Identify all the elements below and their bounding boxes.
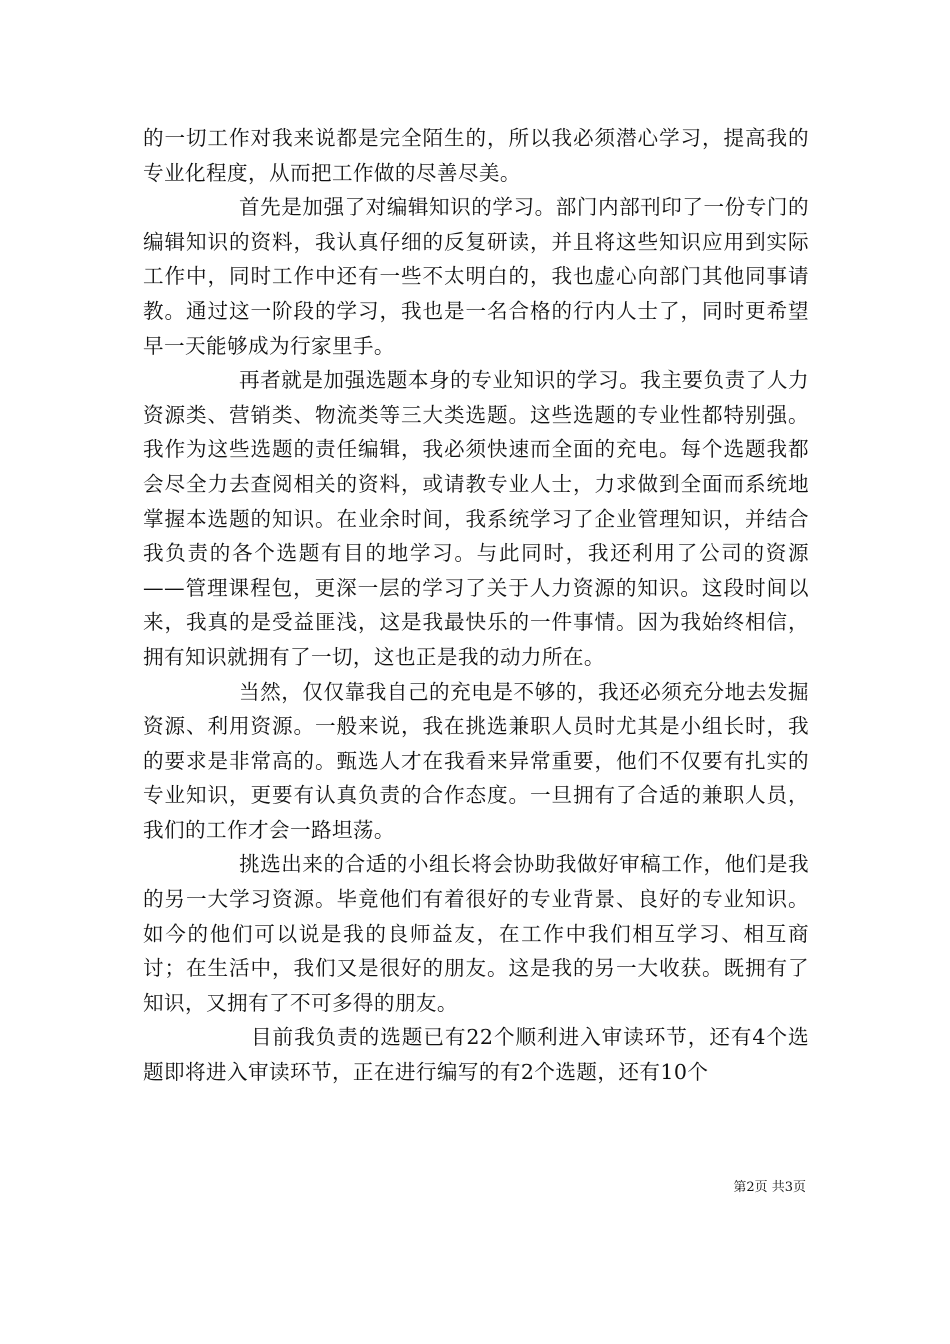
document-body: [143, 121, 809, 1090]
page-number: 第2页 共3页: [733, 1180, 806, 1195]
paragraph-topic-knowledge: 再者就是加强选题本身的专业知识的学习。我主要负责了人力资源类、营销类、物流类等三大类选题。这些选题的专业性都特别强。我作为这些选题的责任编辑，我必须快速而全面的充电。每个选题我都会尽全力去查阅相关的资料，或请教专业人士，力求做到全面而系统地掌握本选题的知识。在业余时间，我系统学习了企业管理知识，并结合我负责的各个选题有目的地学习。与此同时，我还利用了公司的资源——管理课程包，更深一层的学习了关于人力资源的知识。这段时间以来，我真的是受益匪浅，这是我最快乐的一件事情。因为我始终相信，拥有知识就拥有了一切，这也正是我的动力所在。: [143, 368, 809, 669]
paragraph-editing-knowledge: 首先是加强了对编辑知识的学习。部门内部刊印了一份专门的编辑知识的资料，我认真仔细的反复研读，并且将这些知识应用到实际工作中，同时工作中还有一些不太明白的，我也虚心向部门其他同事请教。通过这一阶段的学习，我也是一名合格的行内人士了，同时更希望早一天能够成为行家里手。: [143, 195, 809, 358]
paragraph-continued: 的一切工作对我来说都是完全陌生的，所以我必须潜心学习，提高我的专业化程度，从而把工作做的尽善尽美。: [143, 126, 809, 185]
paragraph-team-leaders: 挑选出来的合适的小组长将会协助我做好审稿工作，他们是我的另一大学习资源。毕竟他们有着很好的专业背景、良好的专业知识。如今的他们可以说是我的良师益友，在工作中我们相互学习、相互商讨；在生活中，我们又是很好的朋友。这是我的另一大收获。既拥有了知识，又拥有了不可多得的朋友。: [143, 852, 809, 1015]
paragraph-progress: 目前我负责的选题已有22个顺利进入审读环节，还有4个选题即将进入审读环节，正在进行编写的有2个选题，还有10个: [143, 1025, 809, 1085]
paragraph-resources: 当然，仅仅靠我自己的充电是不够的，我还必须充分地去发掘资源、利用资源。一般来说，我在挑选兼职人员时尤其是小组长时，我的要求是非常高的。甄选人才在我看来异常重要，他们不仅要有扎实的专业知识，更要有认真负责的合作态度。一旦拥有了合适的兼职人员，我们的工作才会一路坦荡。: [143, 679, 809, 842]
